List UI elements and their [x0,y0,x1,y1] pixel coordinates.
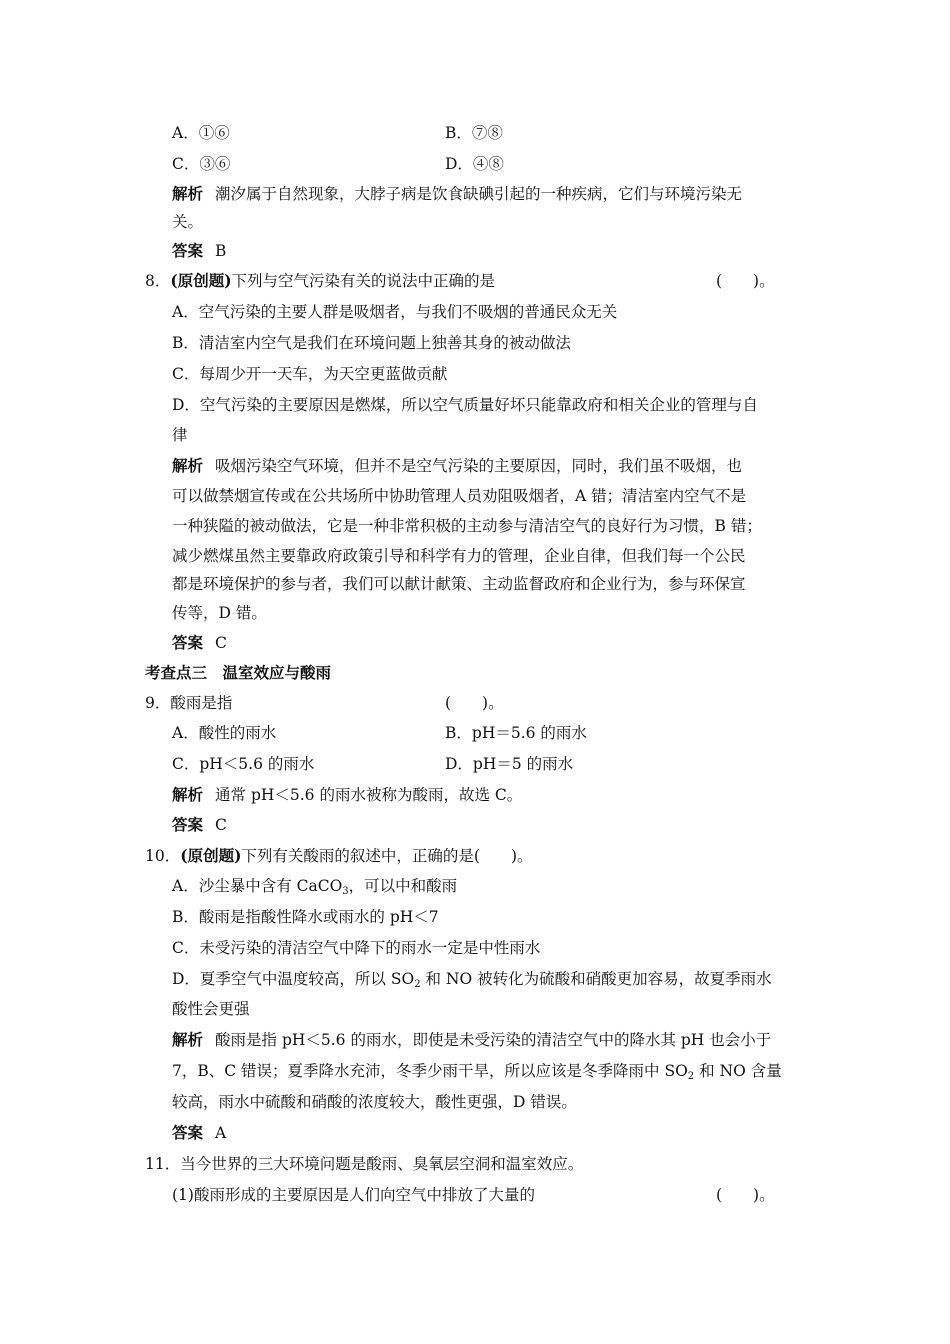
q7-explanation-cont: 关。 [172,213,204,231]
q8-option-b: B．清洁室内空气是我们在环境问题上独善其身的被动做法 [172,334,571,352]
q8-explanation-line6: 传等，D 错。 [172,604,267,622]
explanation-text: 7，B、C 错误；夏季降水充沛，冬季少雨干旱，所以应该是冬季降雨中 SO [172,1062,688,1080]
q8-explanation-line3: 一种狭隘的被动做法，它是一种非常积极的主动参与清洁空气的良好行为习惯，B 错； [172,517,762,535]
q9-option-c: C．pH＜5.6 的雨水 [172,755,315,773]
q8-stem [145,271,495,291]
q11-stem [145,1154,583,1174]
q8-explanation-line5: 都是环境保护的参与者，我们可以献计献策、主动监督政府和企业行为，参与环保宣 [172,575,746,593]
option-text: A．沙尘暴中含有 CaCO [172,877,343,895]
q10-explanation [172,1030,771,1050]
q8-option-d-cont: 律 [172,426,188,444]
q10-stem [145,846,533,866]
q9-explanation [172,785,522,805]
subscript: 3 [342,886,349,897]
q10-option-a [172,876,457,896]
explanation-text: 通常 pH＜5.6 的雨水被称为酸雨，故选 C。 [215,786,523,804]
q10-explanation-line2 [172,1061,782,1081]
q8-answer [172,633,227,653]
q7-option-d: D．④⑧ [445,155,504,173]
answer-label: 答案 [172,241,204,260]
q7-option-a: A．①⑥ [172,124,230,142]
question-tag: (原创题) [170,271,232,290]
answer-value: A [215,1124,227,1142]
explanation-text: 酸雨是指 pH＜5.6 的雨水，即使是未受污染的清洁空气中的降水其 pH 也会小于 [215,1031,772,1049]
q7-option-b: B．⑦⑧ [445,124,503,142]
q11-answer-blank: ( )。 [716,1186,775,1204]
answer-value: B [215,242,227,260]
question-tag: (原创题) [180,846,242,865]
q7-option-c: C．③⑥ [172,155,231,173]
explanation-text-cont: 和 NO 含量 [694,1062,782,1080]
question-number: 10． [145,847,181,865]
question-text: 酸雨是指 [170,694,233,712]
q8-answer-blank: ( )。 [716,272,775,290]
option-text: D．夏季空气中温度较高，所以 SO [172,970,415,988]
answer-label: 答案 [172,815,204,834]
q7-answer [172,241,226,261]
q9-option-d: D．pH＝5 的雨水 [445,755,574,773]
answer-value: C [215,816,227,834]
explanation-text: 吸烟污染空气环境，但并不是空气污染的主要原因，同时，我们虽不吸烟，也 [215,457,743,475]
q9-stem [145,693,232,713]
answer-value: C [215,634,227,652]
q8-explanation-line2: 可以做禁烟宣传或在公共场所中协助管理人员劝阻吸烟者，A 错；清洁室内空气不是 [172,487,747,505]
q10-explanation-line3: 较高，雨水中硫酸和硝酸的浓度较大，酸性更强，D 错误。 [172,1093,577,1111]
question-number: 8． [145,272,171,290]
explanation-label: 解析 [172,184,204,203]
section-heading: 考查点三 温室效应与酸雨 [145,663,332,682]
q9-option-a: A．酸性的雨水 [172,724,277,742]
explanation-label: 解析 [172,1030,204,1049]
q8-option-a: A．空气污染的主要人群是吸烟者，与我们不吸烟的普通民众无关 [172,303,618,321]
q11-subquestion-1: (1)酸雨形成的主要原因是人们向空气中排放了大量的 [172,1186,535,1204]
q10-answer [172,1123,226,1143]
q10-option-b: B．酸雨是指酸性降水或雨水的 pH＜7 [172,908,439,926]
q8-option-c: C．每周少开一天车，为天空更蓝做贡献 [172,365,448,383]
option-text-cont: 和 NO 被转化为硫酸和硝酸更加容易，故夏季雨水 [420,970,772,988]
q10-option-d-cont: 酸性会更强 [172,1000,250,1018]
q9-answer-blank: ( )。 [445,694,504,712]
answer-label: 答案 [172,633,204,652]
explanation-text: 潮汐属于自然现象，大脖子病是饮食缺碘引起的一种疾病，它们与环境污染无 [215,185,743,203]
subscript: 2 [687,1071,695,1082]
option-text-cont: ，可以中和酸雨 [348,877,458,895]
q9-answer [172,815,227,835]
question-number: 11． [145,1155,181,1173]
explanation-label: 解析 [172,456,204,475]
q10-option-d [172,969,772,989]
q9-option-b: B．pH＝5.6 的雨水 [445,724,587,742]
explanation-label: 解析 [172,785,204,804]
q8-explanation-line4: 减少燃煤虽然主要靠政府政策引导和科学有力的管理，企业自律，但我们每一个公民 [172,547,746,565]
question-text: 下列有关酸雨的叙述中，正确的是( )。 [241,847,533,865]
subscript: 2 [414,979,421,990]
q8-explanation [172,456,742,476]
question-text: 当今世界的三大环境问题是酸雨、臭氧层空洞和温室效应。 [180,1155,584,1173]
answer-label: 答案 [172,1123,204,1142]
question-text: 下列与空气污染有关的说法中正确的是 [231,272,496,290]
question-number: 9． [145,694,171,712]
q8-option-d: D．空气污染的主要原因是燃煤，所以空气质量好坏只能靠政府和相关企业的管理与自 [172,396,758,414]
q7-explanation [172,184,742,204]
q10-option-c: C．未受污染的清洁空气中降下的雨水一定是中性雨水 [172,939,541,957]
